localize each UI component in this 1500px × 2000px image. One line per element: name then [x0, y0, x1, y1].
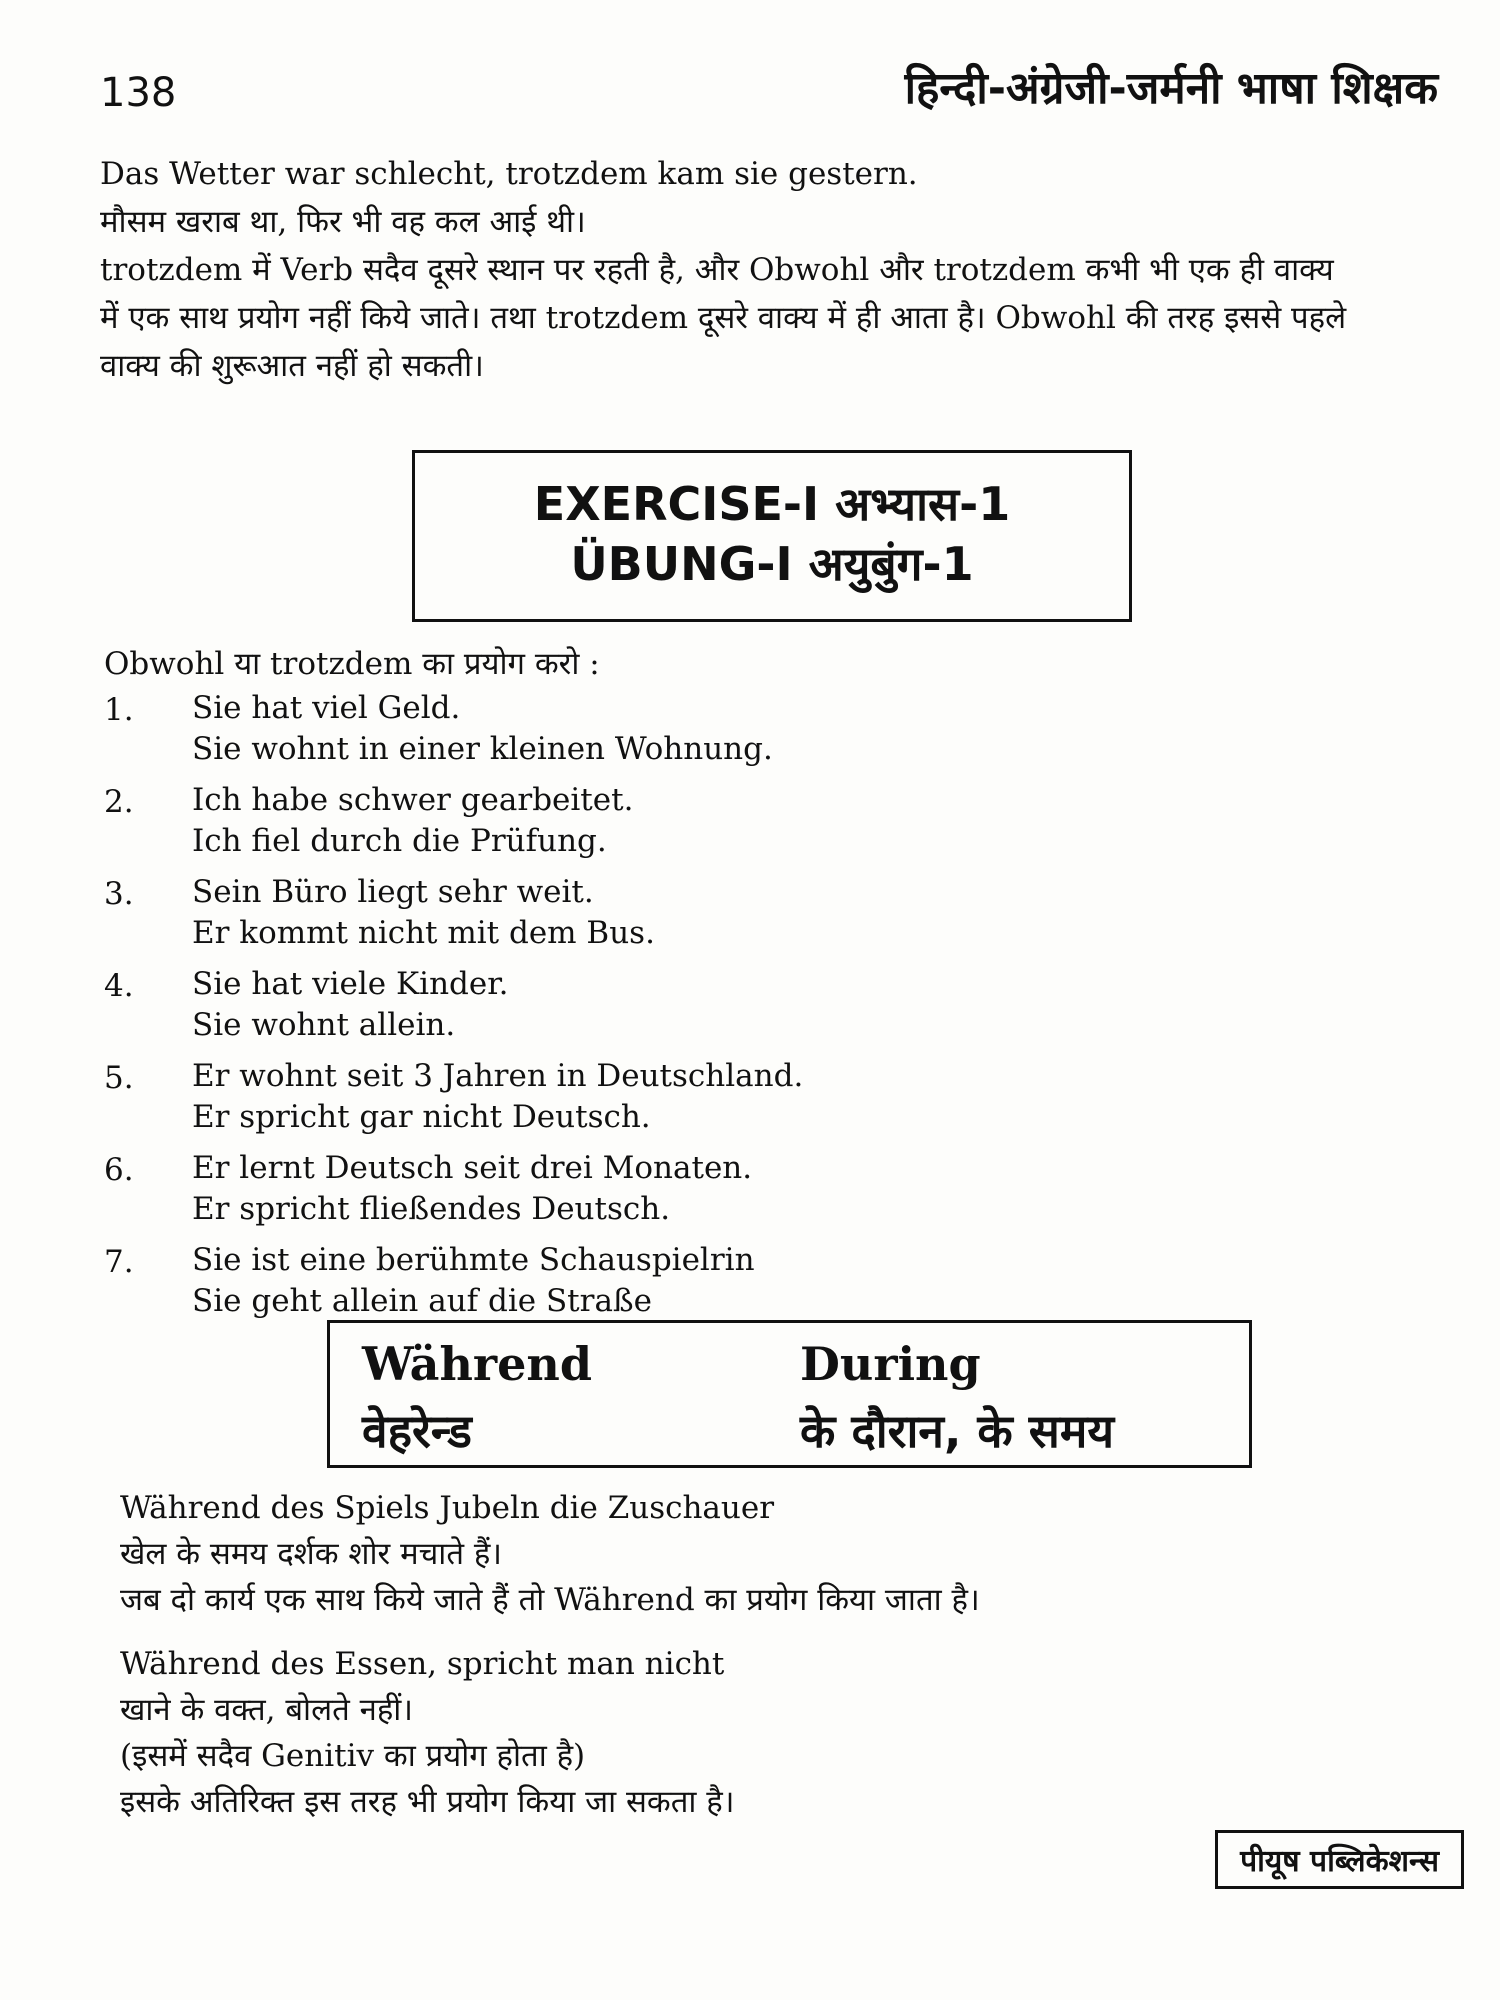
publisher-stamp: पीयूष पब्लिकेशन्स: [1215, 1830, 1464, 1889]
item-sentence-b: Sie wohnt in einer kleinen Wohnung.: [192, 731, 773, 767]
usage-note: जब दो कार्य एक साथ किये जाते हैं तो Während का प्रयोग किया जाता है।: [120, 1582, 980, 1618]
list-item: [104, 1148, 1204, 1230]
exercise-heading-line2: ÜBUNG-I अयुबुंग-1: [570, 537, 974, 591]
running-header-title: हिन्दी-अंग्रेजी-जर्मनी भाषा शिक्षक: [904, 63, 1438, 114]
list-item: [104, 688, 1204, 770]
vocab-hindi: के दौरान, के समय: [800, 1404, 1115, 1458]
list-item: [104, 872, 1204, 954]
page-number: 138: [100, 70, 177, 116]
intro-german-sentence: Das Wetter war schlecht, trotzdem kam sie gestern.: [100, 156, 918, 192]
genitiv-note: (इसमें सदैव Genitiv का प्रयोग होता है): [120, 1738, 586, 1774]
list-item: [104, 964, 1204, 1046]
item-sentence-b: Er spricht fließendes Deutsch.: [192, 1191, 671, 1227]
item-number: 1.: [104, 692, 134, 728]
intro-section: [100, 150, 1360, 390]
item-sentence-b: Sie geht allein auf die Straße: [192, 1283, 652, 1319]
intro-explanation: trotzdem में Verb सदैव दूसरे स्थान पर रहती है, और Obwohl और trotzdem कभी भी एक ही वाक्य में एक साथ प्रयोग नहीं किये जाते। तथा trotzdem दूसरे वाक्य में ही आता है। Obwohl की तरह इससे पहले वाक्य की शुरूआत नहीं हो सकती।: [100, 252, 1347, 384]
intro-hindi-translation: मौसम खराब था, फिर भी वह कल आई थी।: [100, 204, 586, 240]
item-sentence-b: Er kommt nicht mit dem Bus.: [192, 915, 655, 951]
additional-usage-note: इसके अतिरिक्त इस तरह भी प्रयोग किया जा सकता है।: [120, 1784, 735, 1820]
item-sentence-a: Ich habe schwer gearbeitet.: [192, 782, 634, 818]
exercise-heading-box: [412, 450, 1132, 622]
example-german-1: Während des Spiels Jubeln die Zuschauer: [120, 1490, 775, 1526]
wahrend-vocab-box: [327, 1320, 1252, 1468]
exercise-list: [104, 688, 1204, 1332]
list-item: [104, 1056, 1204, 1138]
wahrend-examples: [120, 1485, 1380, 1825]
vocab-pronunciation: वेहरेन्ड: [362, 1404, 472, 1458]
item-sentence-a: Sein Büro liegt sehr weit.: [192, 874, 594, 910]
item-number: 7.: [104, 1244, 134, 1280]
item-number: 4.: [104, 968, 134, 1004]
item-number: 2.: [104, 784, 134, 820]
exercise-instruction: Obwohl या trotzdem का प्रयोग करो :: [104, 646, 600, 682]
item-sentence-b: Ich fiel durch die Prüfung.: [192, 823, 607, 859]
vocab-german: Während: [362, 1337, 593, 1391]
example-german-2: Während des Essen, spricht man nicht: [120, 1646, 725, 1682]
vocab-english: During: [800, 1337, 981, 1391]
item-number: 6.: [104, 1152, 134, 1188]
item-sentence-b: Er spricht gar nicht Deutsch.: [192, 1099, 651, 1135]
example-hindi-1: खेल के समय दर्शक शोर मचाते हैं।: [120, 1536, 503, 1572]
example-hindi-2: खाने के वक्त, बोलते नहीं।: [120, 1692, 414, 1728]
item-sentence-a: Er lernt Deutsch seit drei Monaten.: [192, 1150, 753, 1186]
list-item: [104, 780, 1204, 862]
item-sentence-a: Sie hat viele Kinder.: [192, 966, 509, 1002]
item-number: 5.: [104, 1060, 134, 1096]
item-number: 3.: [104, 876, 134, 912]
exercise-heading-line1: EXERCISE-I अभ्यास-1: [533, 477, 1011, 531]
list-item: [104, 1240, 1204, 1322]
item-sentence-b: Sie wohnt allein.: [192, 1007, 456, 1043]
item-sentence-a: Sie ist eine berühmte Schauspielrin: [192, 1242, 755, 1278]
item-sentence-a: Sie hat viel Geld.: [192, 690, 461, 726]
item-sentence-a: Er wohnt seit 3 Jahren in Deutschland.: [192, 1058, 804, 1094]
